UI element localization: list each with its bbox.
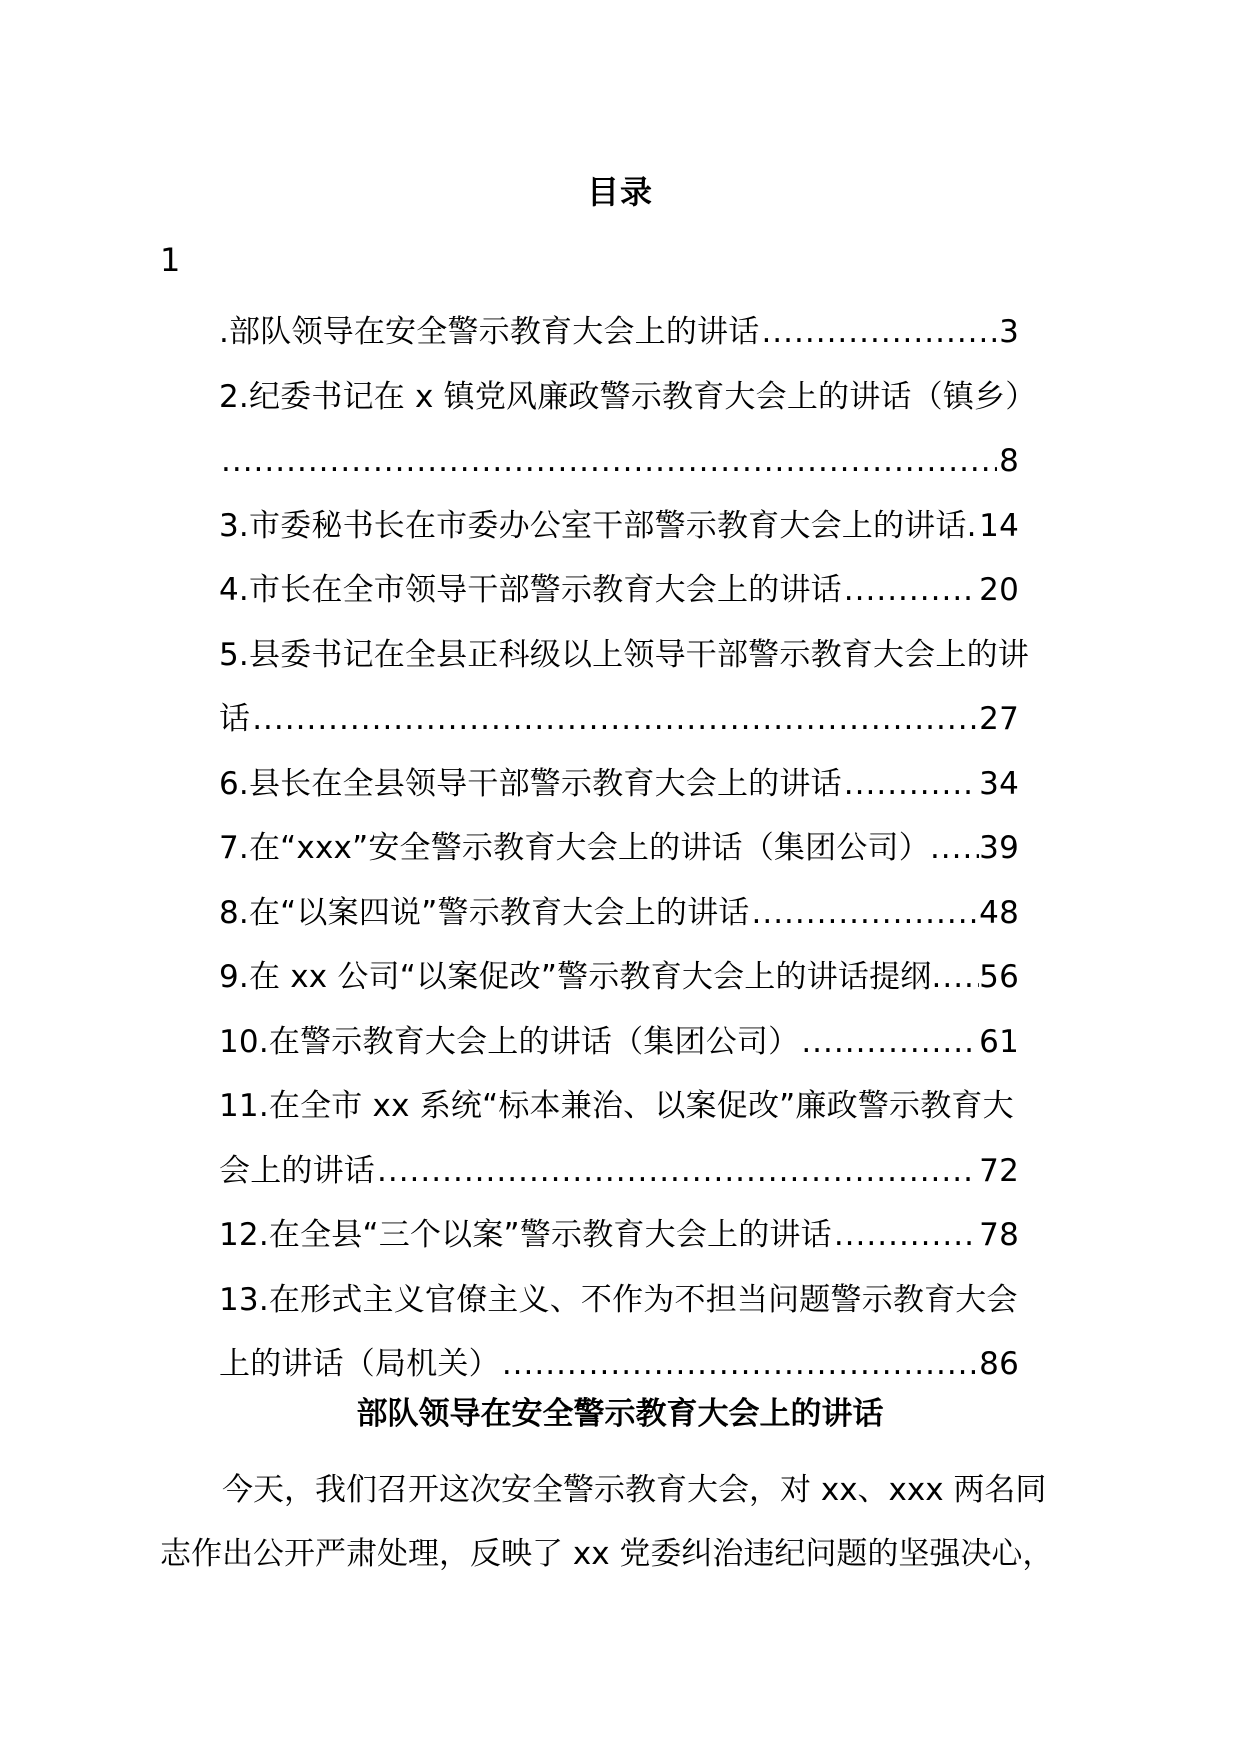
- toc-leader-dots: [967, 494, 980, 559]
- toc-entry-page: 20: [979, 572, 1019, 608]
- toc-entry-page: 14: [979, 507, 1019, 544]
- toc-entry[interactable]: [219, 1139, 1019, 1204]
- article-body: [160, 1458, 1120, 1586]
- toc-leader-dots: [761, 300, 997, 365]
- toc-entry-page: 39: [979, 830, 1019, 866]
- toc-entry[interactable]: [219, 881, 1019, 946]
- toc-entry-title: 10.在警示教育大会上的讲话（集团公司）: [219, 1023, 800, 1060]
- toc-entry-page: 56: [979, 959, 1019, 995]
- toc-leader-dots: [844, 752, 977, 817]
- toc-entry[interactable]: [219, 558, 1019, 623]
- toc-leader-dots: [932, 945, 980, 1010]
- toc-list: [219, 300, 1089, 1397]
- toc-entry[interactable]: [219, 752, 1019, 817]
- toc-entry[interactable]: [219, 429, 1019, 494]
- toc-entry-title-cont: 话: [219, 701, 251, 737]
- toc-entry-page: 78: [979, 1217, 1019, 1253]
- toc-entry[interactable]: [219, 1203, 1019, 1268]
- toc-entry-page: 3: [999, 314, 1019, 350]
- toc-leader-dots: [502, 1332, 977, 1397]
- toc-leader-dots: [221, 429, 997, 494]
- toc-entry-page: 27: [979, 701, 1019, 737]
- toc-leader-dots: [377, 1139, 977, 1204]
- toc-title: 目录: [586, 173, 653, 211]
- toc-entry-title: 7.在“xxx”安全警示教育大会上的讲话（集团公司）: [219, 830, 930, 866]
- toc-entry-title[interactable]: 11.在全市 xx 系统“标本兼治、以案促改”廉政警示教育大: [219, 1088, 1014, 1124]
- toc-entry-title: 8.在“以案四说”警示教育大会上的讲话: [219, 894, 750, 931]
- toc-leader-dots: [834, 1203, 977, 1268]
- toc-entry[interactable]: [219, 1332, 1019, 1397]
- toc-entry[interactable]: [219, 687, 1019, 752]
- article-paragraph-line: 今天，我们召开这次安全警示教育大会，对 xx、xxx 两名同: [222, 1472, 1047, 1508]
- toc-entry-title: 3.市委秘书长在市委办公室干部警示教育大会上的讲话: [219, 507, 967, 544]
- toc-entry[interactable]: [219, 816, 1019, 881]
- toc-entry-title[interactable]: 5.县委书记在全县正科级以上领导干部警示教育大会上的讲: [219, 636, 1029, 673]
- toc-entry-title: 4.市长在全市领导干部警示教育大会上的讲话: [219, 572, 842, 608]
- article-paragraph-line: 志作出公开严肃处理，反映了 xx 党委纠治违纪问题的坚强决心，: [160, 1536, 1054, 1572]
- toc-entry-title[interactable]: 2.纪委书记在 x 镇党风廉政警示教育大会上的讲话（镇乡）: [219, 378, 1037, 415]
- toc-entry-page: 61: [979, 1023, 1019, 1060]
- toc-entry-page: 8: [999, 443, 1019, 479]
- toc-leader-dots: [844, 558, 977, 623]
- toc-entry-page: 48: [979, 894, 1019, 931]
- toc-entry[interactable]: [219, 1010, 1019, 1075]
- toc-leader-dots: [930, 816, 979, 881]
- toc-leader-dots: [752, 881, 978, 946]
- toc-leader-dots: [801, 1010, 977, 1075]
- toc-entry-page: 34: [979, 765, 1019, 802]
- toc-entry-title: .部队领导在安全警示教育大会上的讲话: [219, 314, 760, 350]
- toc-entry-title-cont: 上的讲话（局机关）: [219, 1346, 500, 1382]
- toc-lead-number: 1: [160, 241, 181, 279]
- toc-entry[interactable]: [219, 300, 1019, 365]
- toc-entry-title: 9.在 xx 公司“以案促改”警示教育大会上的讲话提纲: [219, 959, 932, 995]
- toc-entry-title-cont: 会上的讲话: [219, 1152, 375, 1189]
- toc-entry-page: 72: [979, 1152, 1019, 1189]
- toc-leader-dots: [252, 687, 977, 752]
- toc-entry-title[interactable]: 13.在形式主义官僚主义、不作为不担当问题警示教育大会: [219, 1281, 1018, 1318]
- article-title: 部队领导在安全警示教育大会上的讲话: [356, 1396, 884, 1432]
- toc-entry-title: 6.县长在全县领导干部警示教育大会上的讲话: [219, 765, 842, 802]
- toc-entry[interactable]: [219, 494, 1019, 559]
- toc-entry[interactable]: [219, 945, 1019, 1010]
- toc-entry-title: 12.在全县“三个以案”警示教育大会上的讲话: [219, 1217, 832, 1253]
- toc-entry-page: 86: [979, 1346, 1019, 1382]
